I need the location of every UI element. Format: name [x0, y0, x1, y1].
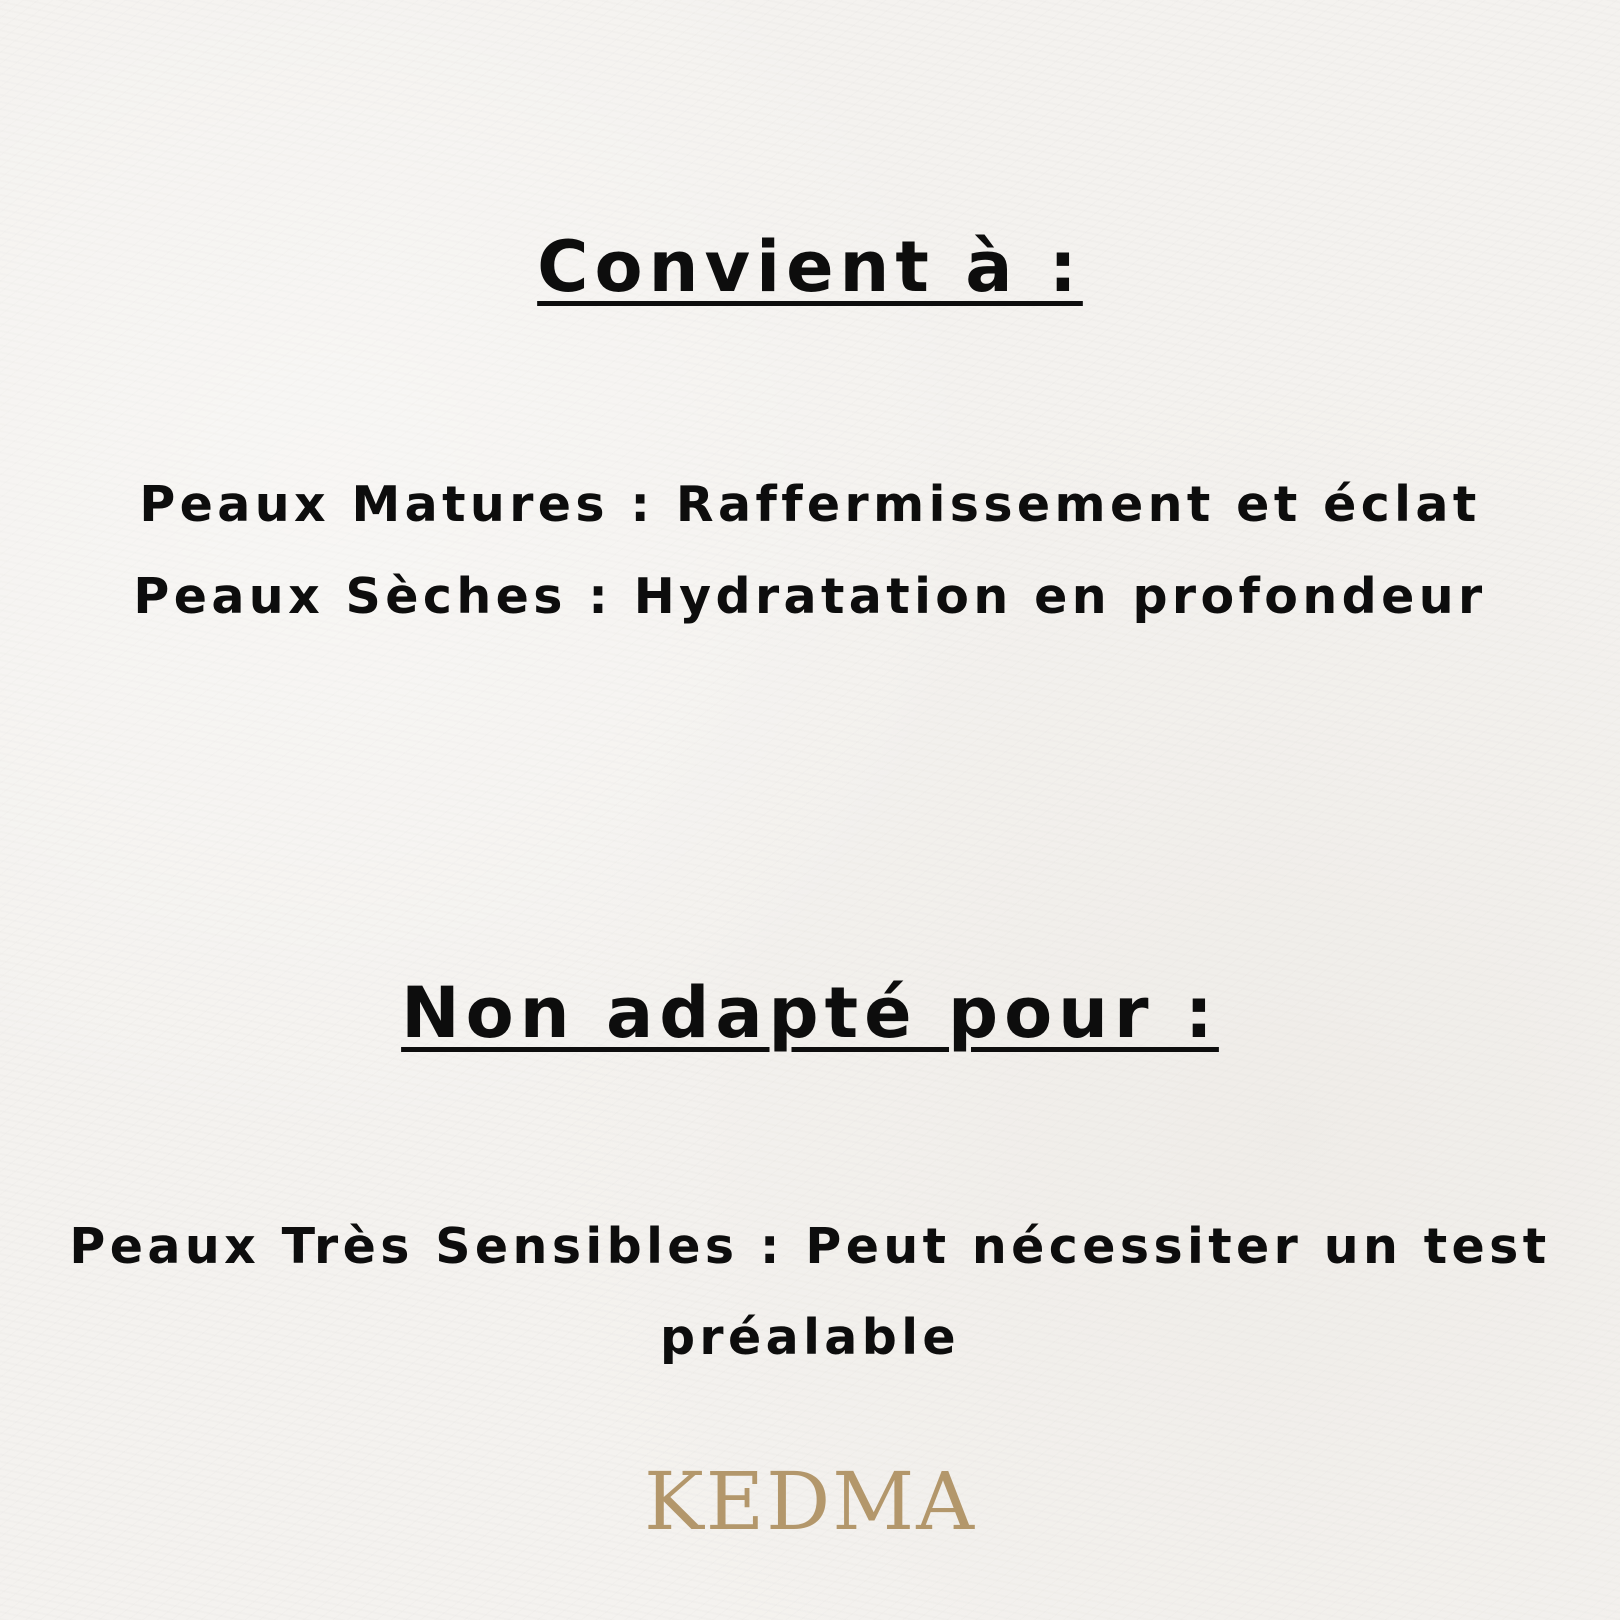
not-suitable-heading	[0, 972, 1620, 1054]
brand-logo: KEDMA	[644, 1455, 976, 1548]
not-suitable-item-sensitive-skin-continued: préalable	[659, 1309, 961, 1366]
suitable-heading	[0, 226, 1620, 308]
suitable-item-mature-skin: Peaux Matures : Raffermissement et éclat	[139, 476, 1481, 533]
not-suitable-heading-text: Non adapté pour :	[401, 972, 1219, 1054]
suitable-heading-text: Convient à :	[537, 226, 1083, 308]
not-suitable-item-sensitive-skin: Peaux Très Sensibles : Peut nécessiter un test	[69, 1218, 1551, 1275]
suitable-item-dry-skin: Peaux Sèches : Hydratation en profondeur	[133, 568, 1487, 625]
